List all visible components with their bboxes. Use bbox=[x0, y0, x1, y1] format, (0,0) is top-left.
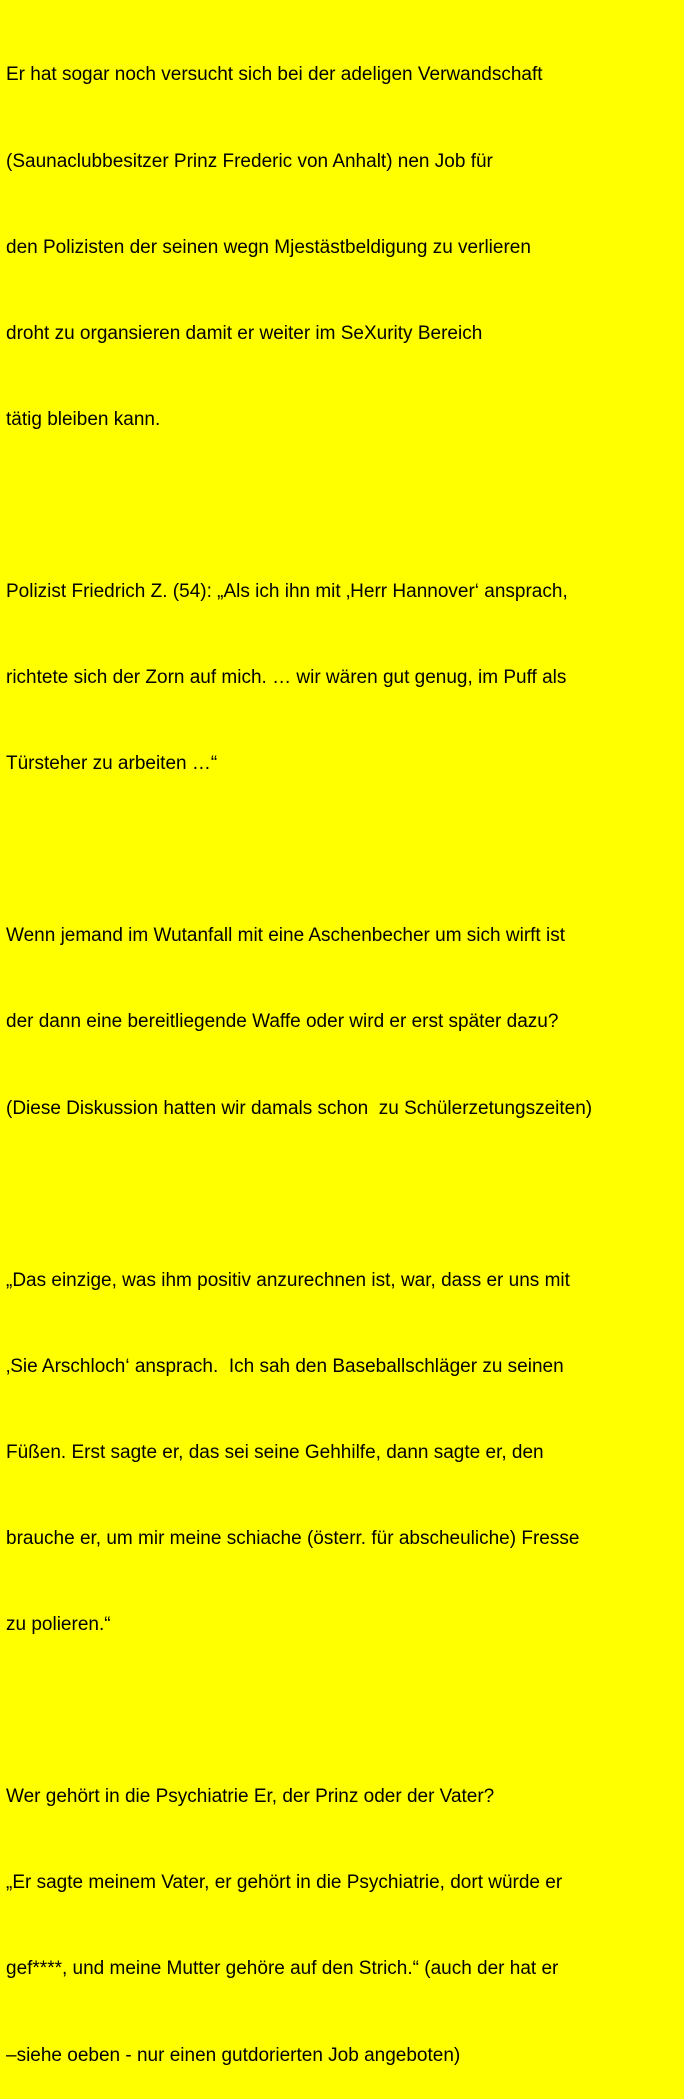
text-line-18: „Er sagte meinem Vater, er gehört in die Psychiatrie, dort würde er bbox=[6, 1872, 563, 1894]
text-line-15: brauche er, um mir meine schiache (österr. für abscheuliche) Fresse bbox=[6, 1528, 580, 1549]
blank-line-3 bbox=[6, 1181, 684, 1210]
text-line-6: Polizist Friedrich Z. (54): „Als ich ihn mit ‚Herr Hannover‘ ansprach, bbox=[6, 580, 568, 602]
blank-line-4 bbox=[6, 1697, 684, 1726]
blank-line-2 bbox=[6, 836, 684, 865]
blank-line-1 bbox=[6, 492, 684, 521]
text-line-5: tätig bleiben kann. bbox=[6, 408, 161, 430]
text-line-1: Er hat sogar noch versucht sich bei der adeligen Verwandschaft bbox=[6, 64, 543, 86]
text-line-13: ‚Sie Arschloch‘ ansprach. Ich sah den Baseballschläger zu seinen bbox=[6, 1355, 564, 1377]
text-line-4: droht zu organsieren damit er weiter im SeXurity Bereich bbox=[6, 322, 483, 344]
text-line-3: den Polizisten der seinen wegn Mjestästbeldigung zu verlieren bbox=[6, 236, 531, 258]
text-line-10: der dann eine bereitliegende Waffe oder wird er erst später dazu? bbox=[6, 1011, 559, 1033]
text-line-14: Füßen. Erst sagte er, das sei seine Gehhilfe, dann sagte er, den bbox=[6, 1441, 544, 1463]
text-line-12: „Das einzige, was ihm positiv anzurechnen ist, war, dass er uns mit bbox=[6, 1269, 570, 1291]
text-line-20: –siehe oeben - nur einen gutdorierten Job angeboten) bbox=[6, 2044, 461, 2066]
text-line-9: Wenn jemand im Wutanfall mit eine Aschenbecher um sich wirft ist bbox=[6, 925, 565, 947]
text-line-7: richtete sich der Zorn auf mich. … wir wären gut genug, im Puff als bbox=[6, 667, 567, 689]
text-line-2: (Saunaclubbesitzer Prinz Frederic von Anhalt) nen Job für bbox=[6, 150, 493, 172]
text-line-11: (Diese Diskussion hatten wir damals schon zu Schülerzetungszeiten) bbox=[6, 1097, 593, 1119]
text-line-16: zu polieren.“ bbox=[6, 1614, 111, 1636]
text-line-17: Wer gehört in die Psychiatrie Er, der Prinz oder der Vater? bbox=[6, 1786, 495, 1808]
text-line-8: Türsteher zu arbeiten …“ bbox=[6, 753, 218, 775]
text-line-19: gef****, und meine Mutter gehöre auf den Strich.“ (auch der hat er bbox=[6, 1958, 559, 1980]
